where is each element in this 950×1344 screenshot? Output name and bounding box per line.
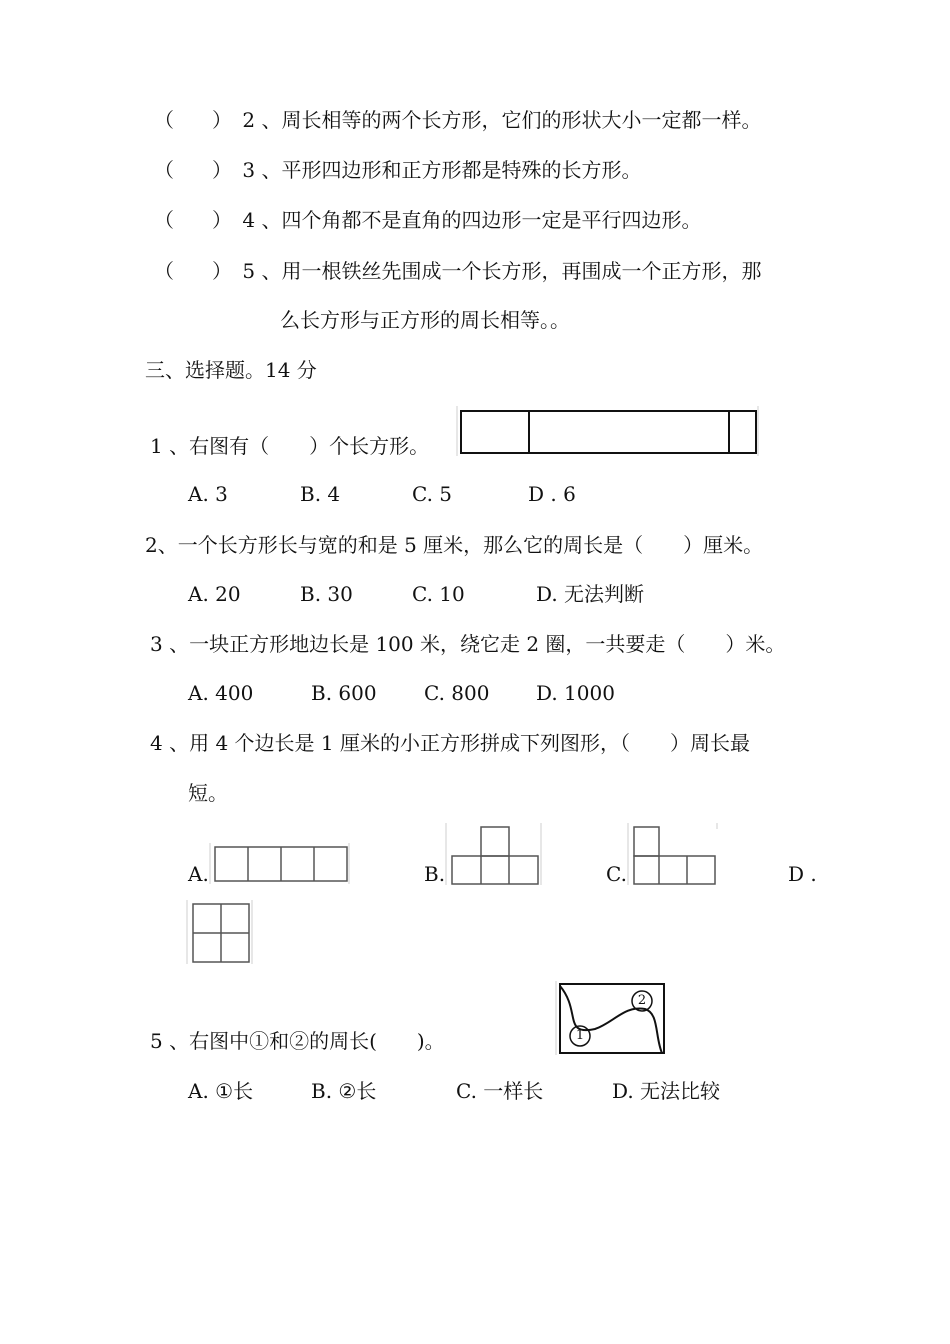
- judge-item-2: [154, 106, 761, 134]
- q3-option-b[interactable]: B. 600: [311, 681, 377, 705]
- q1-option-a[interactable]: A. 3: [188, 482, 228, 506]
- judge-paren-close: ）: [212, 208, 232, 232]
- q5-text: 5 、右图中①和②的周长( )。: [150, 1029, 445, 1053]
- judge-item-5: [154, 257, 761, 285]
- q5-curve-figure: [555, 981, 667, 1057]
- judge-paren-open: （: [154, 208, 174, 232]
- q4-option-c-label[interactable]: C.: [606, 862, 627, 886]
- q2-option-b[interactable]: B. 30: [300, 582, 353, 606]
- q4-figure-a: [209, 843, 351, 885]
- judge-paren-close: ）: [212, 158, 232, 182]
- q4-option-a-label[interactable]: A.: [188, 862, 209, 886]
- q2-option-a[interactable]: A. 20: [188, 582, 241, 606]
- q5-option-b[interactable]: B. ②长: [311, 1079, 377, 1103]
- q4-text: 4 、用 4 个边长是 1 厘米的小正方形拼成下列图形，（ ）周长最: [150, 731, 750, 755]
- q4-text-continuation: 短。: [188, 781, 228, 805]
- q4-figure-c: [627, 823, 719, 887]
- q2-option-c[interactable]: C. 10: [412, 582, 465, 606]
- judge-paren-close: ）: [212, 108, 232, 132]
- q2-text: 2、一个长方形长与宽的和是 5 厘米，那么它的周长是（ ）厘米。: [145, 533, 764, 557]
- q2-option-d[interactable]: D. 无法判断: [536, 582, 645, 606]
- judge-paren-open: （: [154, 158, 174, 182]
- section-title: 三、选择题。14 分: [145, 358, 317, 382]
- q5-figure-num-2: 2: [637, 993, 647, 1008]
- q4-option-d-label[interactable]: D .: [788, 862, 817, 886]
- q5-option-d[interactable]: D. 无法比较: [612, 1079, 721, 1103]
- q5-option-a[interactable]: A. ①长: [188, 1079, 254, 1103]
- q4-figure-d: [186, 900, 254, 966]
- q4-figure-b: [445, 823, 543, 887]
- q3-option-a[interactable]: A. 400: [188, 681, 254, 705]
- q3-option-d[interactable]: D. 1000: [536, 681, 615, 705]
- q5-option-c[interactable]: C. 一样长: [456, 1079, 544, 1103]
- judge-paren-open: （: [154, 108, 174, 132]
- q5-figure-num-1: 1: [575, 1028, 585, 1043]
- q1-rectangles-figure: [456, 406, 760, 458]
- q1-option-c[interactable]: C. 5: [412, 482, 453, 506]
- judge-item-4: [154, 206, 701, 234]
- q3-text: 3 、一块正方形地边长是 100 米，绕它走 2 圈，一共要走（ ）米。: [150, 632, 786, 656]
- judge-item-5-continuation: 么长方形与正方形的周长相等。。: [280, 308, 570, 332]
- judge-text: 2 、周长相等的两个长方形，它们的形状大小一定都一样。: [242, 108, 762, 132]
- judge-paren-close: ）: [212, 259, 232, 283]
- judge-text: 4 、四个角都不是直角的四边形一定是平行四边形。: [242, 208, 702, 232]
- judge-item-3: [154, 156, 641, 184]
- q3-option-c[interactable]: C. 800: [424, 681, 490, 705]
- q4-option-b-label[interactable]: B.: [424, 862, 446, 886]
- judge-paren-open: （: [154, 259, 174, 283]
- judge-text: 3 、平形四边形和正方形都是特殊的长方形。: [242, 158, 642, 182]
- q1-option-b[interactable]: B. 4: [300, 482, 341, 506]
- q1-option-d[interactable]: D . 6: [528, 482, 576, 506]
- judge-text: 5 、用一根铁丝先围成一个长方形，再围成一个正方形，那: [242, 259, 762, 283]
- q1-text: 1 、右图有（ ）个长方形。: [150, 434, 430, 458]
